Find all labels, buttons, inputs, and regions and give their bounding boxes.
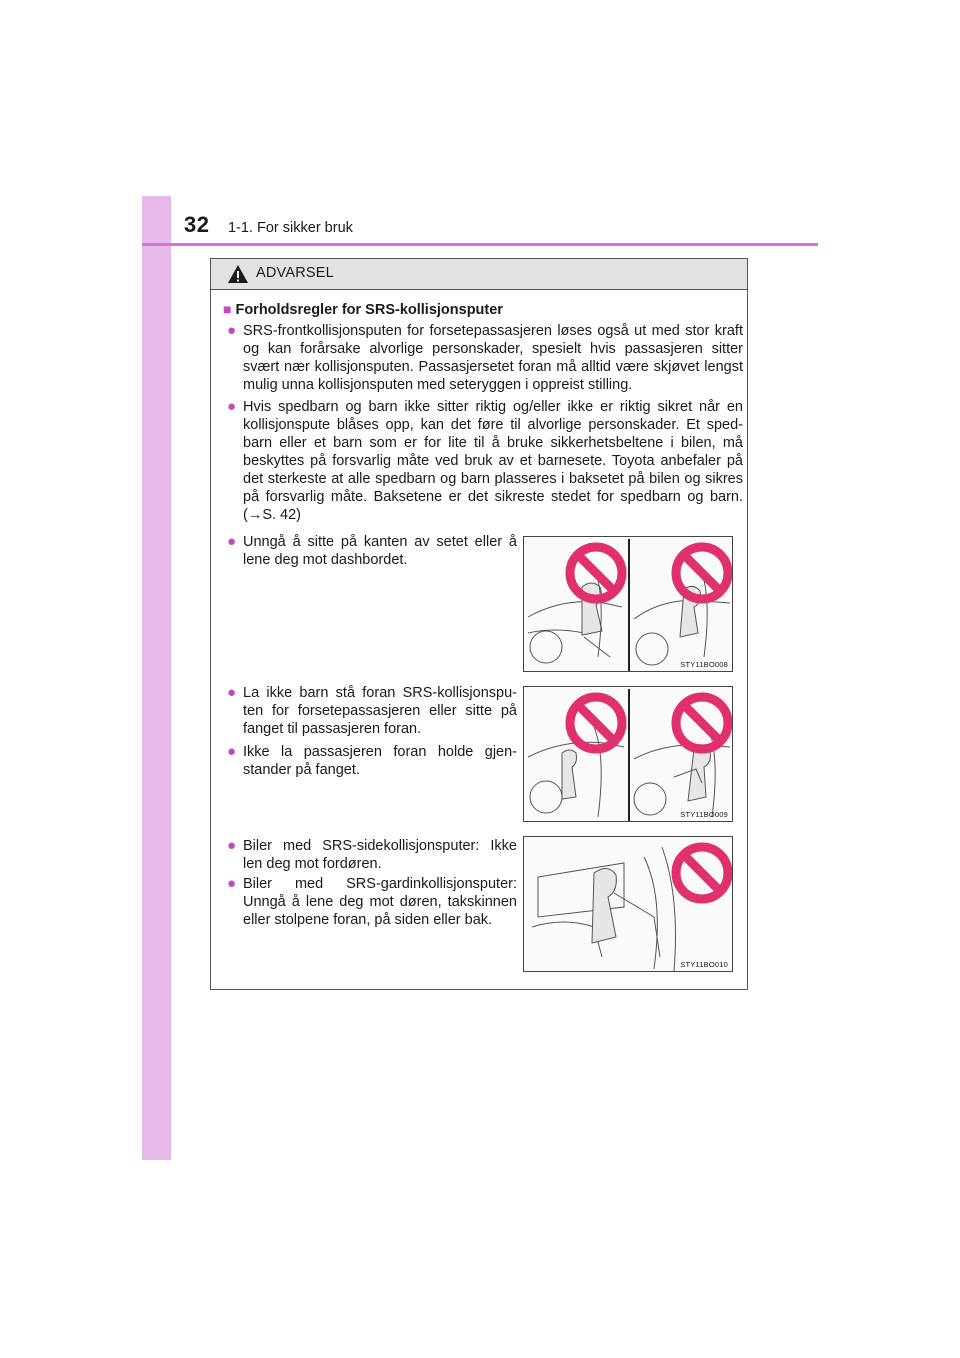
- passenger-leaning-illustration: [524, 537, 733, 672]
- leaning-on-door-illustration: [524, 837, 733, 972]
- illustration-child-standing: [523, 686, 733, 822]
- bullet-icon: ●: [227, 875, 237, 892]
- warning-item: Ikke la passasjeren foran holde gjen-stander på fanget.: [243, 744, 517, 778]
- warning-subheading: [223, 301, 503, 318]
- section-title: 1-1. For sikker bruk: [228, 220, 353, 236]
- bullet-icon: ●: [227, 837, 237, 854]
- child-on-lap-illustration: [524, 687, 733, 822]
- bullet-icon: ●: [227, 398, 237, 415]
- bullet-icon: ●: [227, 533, 237, 550]
- warning-header: [211, 259, 747, 290]
- illustration-code: STY11BO009: [680, 810, 728, 819]
- bullet-icon: ●: [227, 322, 237, 339]
- illustration-code: STY11BO008: [680, 660, 728, 669]
- warning-triangle-icon: [227, 264, 249, 284]
- illustration-code: STY11BO010: [680, 960, 728, 969]
- warning-item: Biler med SRS-gardinkollisjonsputer: Unngå å lene deg mot døren, takskinnen eller stolpene foran, på siden eller bak.: [243, 876, 517, 928]
- prohibited-icon: [676, 847, 728, 899]
- header-rule: [142, 243, 818, 246]
- bullet-icon: ●: [227, 743, 237, 760]
- section-square-icon: ■: [223, 301, 232, 317]
- bullet-icon: ●: [227, 684, 237, 701]
- warning-item: Biler med SRS-sidekollisjonsputer: Ikke len deg mot fordøren.: [243, 838, 517, 872]
- prohibited-icon: [676, 547, 728, 599]
- side-tab: [142, 196, 171, 1160]
- warning-box: [210, 258, 748, 990]
- illustration-leaning-dashboard: [523, 536, 733, 672]
- prohibited-icon: [676, 697, 728, 749]
- illustration-leaning-door: [523, 836, 733, 972]
- subheading-text: Forholdsregler for SRS-kollisjonsputer: [235, 302, 503, 318]
- warning-item: Hvis spedbarn og barn ikke sitter riktig og/eller ikke er riktig sikret når en kollisjonspute blåses opp, kan det føre til alvorlige personskader. Et sped-barn eller et barn som er for lite til å bruke sikkerhetsbeltene i bilen, må beskyttes på forsvarlig måte ved bruk av et barnesete. Toyota anbefaler på det sterkeste at alle spedbarn og barn plasseres i baksetet på bilen og sikres på forsvarlig måte. Baksetene er det sikreste stedet for spedbarn og barn. (→S. 42): [243, 399, 743, 523]
- warning-item: SRS-frontkollisjonsputen for forsetepassasjeren løses også ut med stor kraft og kan forårsake alvorlige personskader, spesielt hvis passasjeren sitter svært nær kollisjonsputen. Passasjersetet foran må alltid være skjøvet lengst mulig unna kollisjonsputen med seteryggen i oppreist stilling.: [243, 323, 743, 393]
- warning-item: Unngå å sitte på kanten av setet eller å lene deg mot dashbordet.: [243, 534, 517, 568]
- page-number: 32: [184, 212, 210, 237]
- warning-title: ADVARSEL: [256, 265, 334, 281]
- warning-item: La ikke barn stå foran SRS-kollisjonspu-ten for forsetepassasjeren eller sitte på fanget til passasjeren foran.: [243, 685, 517, 737]
- prohibited-icon: [570, 697, 622, 749]
